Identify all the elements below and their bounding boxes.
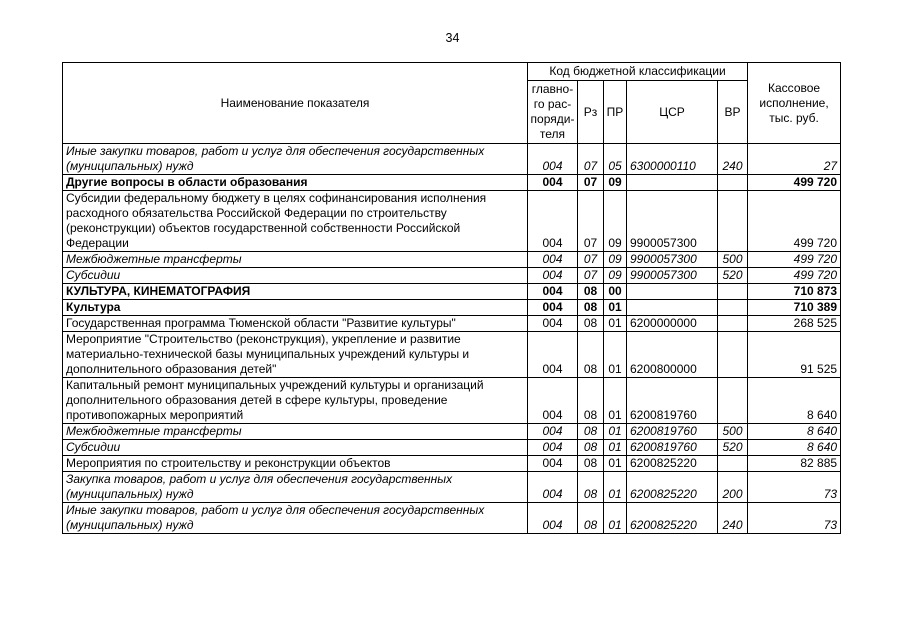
row-csr-cell (627, 300, 718, 316)
table-row (63, 332, 841, 378)
row-grbs-cell: 004 (528, 252, 578, 268)
row-grbs-cell: 004 (528, 175, 578, 191)
row-vr-cell: 520 (718, 268, 748, 284)
row-amount-cell: 91 525 (748, 332, 841, 378)
row-grbs-cell: 004 (528, 268, 578, 284)
row-csr-cell: 6200819760 (627, 440, 718, 456)
row-rz-cell: 08 (578, 472, 604, 503)
row-grbs-cell: 004 (528, 378, 578, 424)
row-rz-cell: 08 (578, 378, 604, 424)
row-name-cell: Закупка товаров, работ и услуг для обеспечения государственных (муниципальных) нужд (63, 472, 528, 503)
row-amount-cell: 499 720 (748, 175, 841, 191)
row-amount-cell: 73 (748, 503, 841, 534)
row-csr-cell: 9900057300 (627, 268, 718, 284)
row-name-cell: Межбюджетные трансферты (63, 252, 528, 268)
table-row (63, 300, 841, 316)
header-pr: ПР (604, 81, 627, 144)
table-row (63, 378, 841, 424)
row-vr-cell: 500 (718, 252, 748, 268)
row-grbs-cell: 004 (528, 144, 578, 175)
table-row (63, 175, 841, 191)
row-grbs-cell: 004 (528, 503, 578, 534)
row-pr-cell: 01 (604, 503, 627, 534)
row-csr-cell (627, 284, 718, 300)
row-csr-cell (627, 175, 718, 191)
row-rz-cell: 08 (578, 316, 604, 332)
row-rz-cell: 07 (578, 175, 604, 191)
row-amount-cell: 710 389 (748, 300, 841, 316)
row-csr-cell: 6200819760 (627, 378, 718, 424)
row-rz-cell: 07 (578, 144, 604, 175)
row-vr-cell (718, 316, 748, 332)
row-csr-cell: 6200825220 (627, 503, 718, 534)
row-amount-cell: 499 720 (748, 268, 841, 284)
row-csr-cell: 6300000110 (627, 144, 718, 175)
row-amount-cell: 27 (748, 144, 841, 175)
row-amount-cell: 8 640 (748, 378, 841, 424)
row-csr-cell: 9900057300 (627, 191, 718, 252)
row-pr-cell: 01 (604, 472, 627, 503)
row-vr-cell: 240 (718, 503, 748, 534)
row-csr-cell: 6200000000 (627, 316, 718, 332)
row-name-cell: Субсидии (63, 268, 528, 284)
row-rz-cell: 08 (578, 284, 604, 300)
table-row (63, 456, 841, 472)
row-pr-cell: 01 (604, 332, 627, 378)
header-grbs: главно- го рас- поряди- теля (528, 81, 578, 144)
row-grbs-cell: 004 (528, 300, 578, 316)
row-pr-cell: 00 (604, 284, 627, 300)
table-row (63, 472, 841, 503)
row-rz-cell: 08 (578, 424, 604, 440)
row-amount-cell: 268 525 (748, 316, 841, 332)
header-csr: ЦСР (627, 81, 718, 144)
row-name-cell: Капитальный ремонт муниципальных учреждений культуры и организаций дополнительного образования детей в сфере культуры, проведение противопожарных мероприятий (63, 378, 528, 424)
row-rz-cell: 08 (578, 503, 604, 534)
row-name-cell: Субсидии федеральному бюджету в целях софинансирования исполнения расходного обязательства Российской Федерации по строительству (реконструкции) объектов государственной собственности Российской Федерации (63, 191, 528, 252)
row-grbs-cell: 004 (528, 440, 578, 456)
row-csr-cell: 6200825220 (627, 472, 718, 503)
row-amount-cell: 8 640 (748, 424, 841, 440)
row-grbs-cell: 004 (528, 472, 578, 503)
row-rz-cell: 07 (578, 191, 604, 252)
row-rz-cell: 08 (578, 332, 604, 378)
row-vr-cell (718, 332, 748, 378)
header-code-group: Код бюджетной классификации (528, 63, 748, 81)
row-csr-cell: 6200825220 (627, 456, 718, 472)
table-row (63, 503, 841, 534)
row-name-cell: Иные закупки товаров, работ и услуг для обеспечения государственных (муниципальных) нужд (63, 144, 528, 175)
row-name-cell: Иные закупки товаров, работ и услуг для обеспечения государственных (муниципальных) нужд (63, 503, 528, 534)
row-pr-cell: 01 (604, 424, 627, 440)
row-rz-cell: 07 (578, 268, 604, 284)
row-rz-cell: 07 (578, 252, 604, 268)
table-row (63, 440, 841, 456)
row-vr-cell (718, 378, 748, 424)
row-name-cell: Субсидии (63, 440, 528, 456)
table-row (63, 191, 841, 252)
table-row (63, 144, 841, 175)
table-header (63, 63, 841, 144)
row-pr-cell: 05 (604, 144, 627, 175)
row-csr-cell: 6200800000 (627, 332, 718, 378)
row-name-cell: Другие вопросы в области образования (63, 175, 528, 191)
row-pr-cell: 01 (604, 456, 627, 472)
row-name-cell: Межбюджетные трансферты (63, 424, 528, 440)
row-csr-cell: 6200819760 (627, 424, 718, 440)
row-grbs-cell: 004 (528, 424, 578, 440)
row-vr-cell (718, 191, 748, 252)
header-amount: Кассовое исполнение, тыс. руб. (748, 63, 841, 144)
row-rz-cell: 08 (578, 456, 604, 472)
row-rz-cell: 08 (578, 300, 604, 316)
row-amount-cell: 710 873 (748, 284, 841, 300)
table-row (63, 252, 841, 268)
row-amount-cell: 8 640 (748, 440, 841, 456)
budget-table (62, 62, 841, 534)
row-vr-cell (718, 456, 748, 472)
table-row (63, 284, 841, 300)
row-name-cell: Культура (63, 300, 528, 316)
row-vr-cell (718, 175, 748, 191)
row-vr-cell: 200 (718, 472, 748, 503)
row-name-cell: КУЛЬТУРА, КИНЕМАТОГРАФИЯ (63, 284, 528, 300)
row-grbs-cell: 004 (528, 191, 578, 252)
row-name-cell: Мероприятие "Строительство (реконструкция), укрепление и развитие материально-технической базы муниципальных учреждений культуры и дополнительного образования детей" (63, 332, 528, 378)
row-vr-cell (718, 284, 748, 300)
row-grbs-cell: 004 (528, 332, 578, 378)
row-amount-cell: 499 720 (748, 191, 841, 252)
row-pr-cell: 09 (604, 191, 627, 252)
row-grbs-cell: 004 (528, 284, 578, 300)
row-grbs-cell: 004 (528, 316, 578, 332)
table-body (63, 144, 841, 534)
row-amount-cell: 499 720 (748, 252, 841, 268)
row-pr-cell: 09 (604, 175, 627, 191)
row-name-cell: Мероприятия по строительству и реконструкции объектов (63, 456, 528, 472)
row-pr-cell: 01 (604, 378, 627, 424)
header-vr: ВР (718, 81, 748, 144)
row-amount-cell: 82 885 (748, 456, 841, 472)
row-amount-cell: 73 (748, 472, 841, 503)
row-vr-cell: 240 (718, 144, 748, 175)
row-vr-cell: 520 (718, 440, 748, 456)
row-csr-cell: 9900057300 (627, 252, 718, 268)
row-pr-cell: 09 (604, 252, 627, 268)
header-rz: Рз (578, 81, 604, 144)
row-grbs-cell: 004 (528, 456, 578, 472)
row-vr-cell (718, 300, 748, 316)
table-row (63, 268, 841, 284)
table-row (63, 316, 841, 332)
row-pr-cell: 01 (604, 300, 627, 316)
row-rz-cell: 08 (578, 440, 604, 456)
header-name: Наименование показателя (63, 63, 528, 144)
row-vr-cell: 500 (718, 424, 748, 440)
row-pr-cell: 01 (604, 316, 627, 332)
table-row (63, 424, 841, 440)
page-number: 34 (445, 31, 460, 45)
row-pr-cell: 09 (604, 268, 627, 284)
row-pr-cell: 01 (604, 440, 627, 456)
row-name-cell: Государственная программа Тюменской области "Развитие культуры" (63, 316, 528, 332)
